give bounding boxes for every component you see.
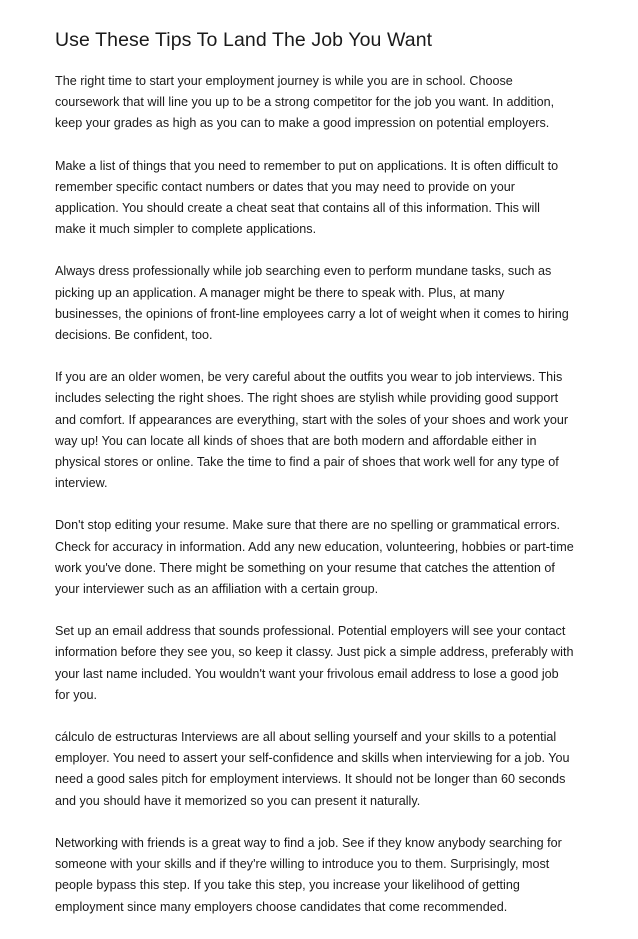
paragraph-line: keep your grades as high as you can to make a good impression on potential employers. xyxy=(55,116,550,131)
paragraph-line: businesses, the opinions of front-line employees carry a lot of weight when it comes to hiring xyxy=(55,306,569,321)
paragraph-line: for you. xyxy=(55,687,97,702)
paragraph-line: employer. You need to assert your self-confidence and skills when interviewing for a job. You xyxy=(55,751,570,766)
paragraph-line: need a good sales pitch for employment interviews. It should not be longer than 60 seconds xyxy=(55,772,566,787)
paragraph-line: someone with your skills and if they're willing to introduce you to them. Surprisingly, most xyxy=(55,857,550,872)
paragraph-line: picking up an application. A manager might be there to speak with. Plus, at many xyxy=(55,285,505,300)
paragraph-line: coursework that will line you up to be a strong competitor for the job you want. In addition, xyxy=(55,95,555,110)
paragraph-line: Don't stop editing your resume. Make sure that there are no spelling or grammatical errors. xyxy=(55,518,560,533)
paragraph-line: remember specific contact numbers or dates that you may need to provide on your xyxy=(55,179,515,194)
body-paragraph xyxy=(55,156,583,241)
paragraph-line: decisions. Be confident, too. xyxy=(55,328,213,343)
paragraph-line: Always dress professionally while job searching even to perform mundane tasks, such as xyxy=(55,264,552,279)
body-paragraph xyxy=(55,515,583,600)
body-paragraph xyxy=(55,71,583,135)
paragraph-line: application. You should create a cheat seat that contains all of this information. This will xyxy=(55,201,540,216)
paragraph-line: Networking with friends is a great way to find a job. See if they know anybody searching for xyxy=(55,835,562,850)
body-paragraph xyxy=(55,261,583,346)
paragraph-line: and comfort. If appearances are everything, start with the soles of your shoes and work your xyxy=(55,412,569,427)
paragraph-line: employment since many employers choose candidates that come recommended. xyxy=(55,899,508,914)
paragraph-line: information before they see you, so keep it classy. Just pick a simple address, preferably with xyxy=(55,645,574,660)
body-paragraph xyxy=(55,833,583,918)
paragraph-line: make it much simpler to complete applications. xyxy=(55,222,317,237)
paragraph-line: Check for accuracy in information. Add any new education, volunteering, hobbies or part-time xyxy=(55,539,574,554)
paragraph-line: physical stores or online. Take the time to find a pair of shoes that work well for any type of xyxy=(55,455,559,470)
body-paragraph xyxy=(55,367,583,494)
document-title: Use These Tips To Land The Job You Want xyxy=(55,29,433,51)
paragraph-line: includes selecting the right shoes. The right shoes are stylish while providing good support xyxy=(55,391,559,406)
paragraph-line: Make a list of things that you need to remember to put on applications. It is often difficult to xyxy=(55,158,559,173)
paragraph-line: The right time to start your employment journey is while you are in school. Choose xyxy=(55,74,513,88)
paragraph-line: your interviewer such as an affiliation with a certain group. xyxy=(55,582,379,597)
paragraph-line: way up! You can locate all kinds of shoes that are both modern and affordable either in xyxy=(55,433,537,448)
body-paragraph xyxy=(55,621,583,706)
document-body xyxy=(55,71,583,918)
paragraph-line: cálculo de estructuras Interviews are all about selling yourself and your skills to a potential xyxy=(55,730,557,745)
paragraph-line: people bypass this step. If you take this step, you increase your likelihood of getting xyxy=(55,878,520,893)
paragraph-line: work you've done. There might be something on your resume that catches the attention of xyxy=(55,560,555,575)
paragraph-line: your last name included. You wouldn't want your frivolous email address to lose a good job xyxy=(55,666,559,681)
paragraph-line: Set up an email address that sounds professional. Potential employers will see your contact xyxy=(55,624,566,639)
body-paragraph xyxy=(55,727,583,812)
paragraph-line: If you are an older women, be very careful about the outfits you wear to job interviews. This xyxy=(55,370,563,385)
paragraph-line: and you should have it memorized so you can present it naturally. xyxy=(55,793,421,808)
paragraph-line: interview. xyxy=(55,476,108,491)
document-page xyxy=(55,27,583,939)
